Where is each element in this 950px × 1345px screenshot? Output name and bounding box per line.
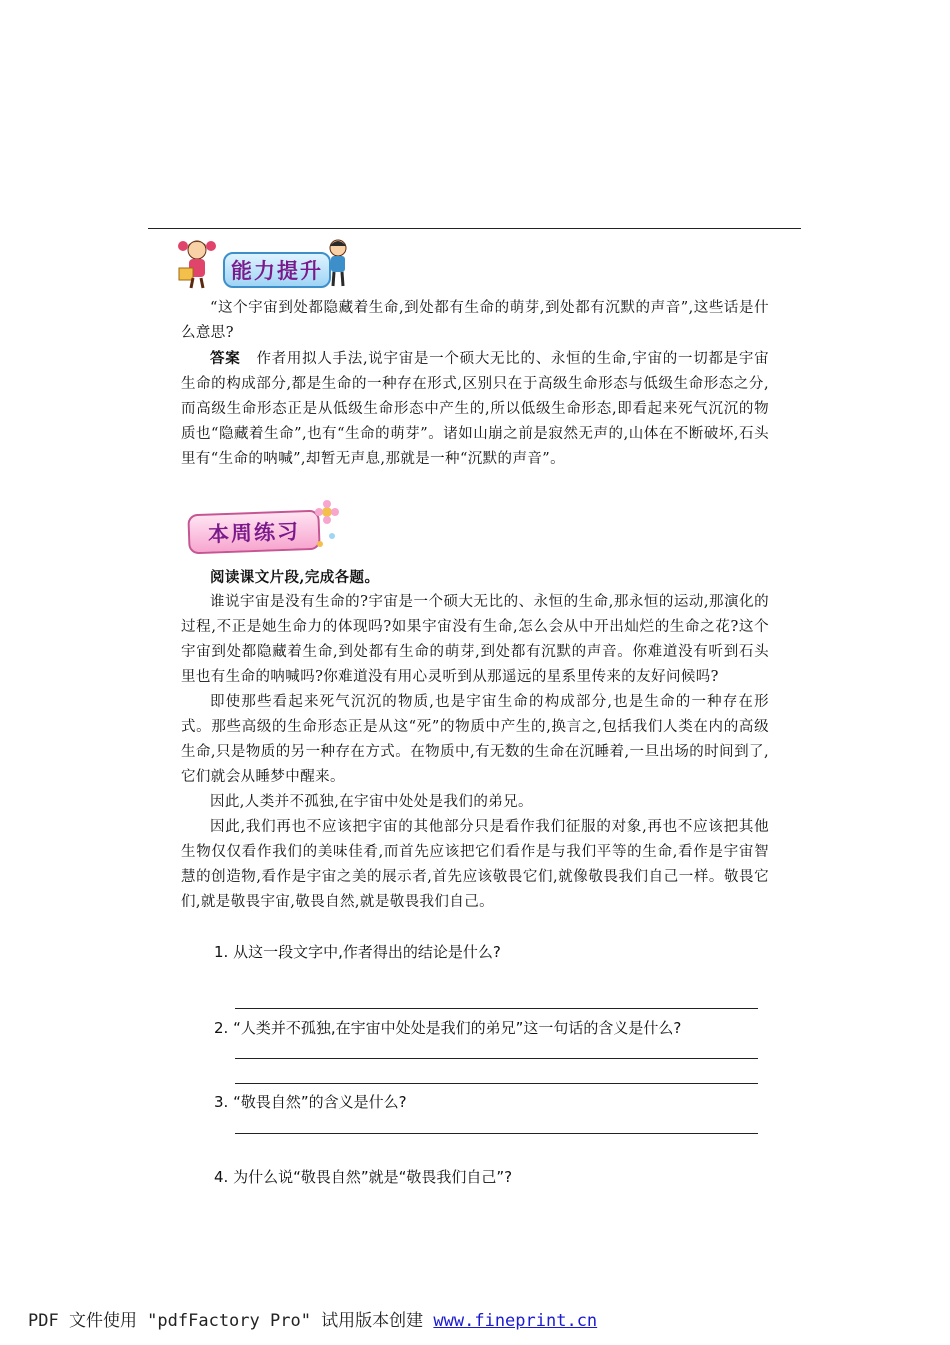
pdf-footer <box>28 1306 597 1331</box>
answer-text: 作者用拟人手法,说宇宙是一个硕大无比的、永恒的生命,宇宙的一切都是宇宙生命的构成部分,都是生命的一种存在形式,区别只在于高级生命形态与低级生命形态之分,而高级生命形态正是从低级生命形态中产生的,所以低级生命形态,即看起来死气沉沉的物质也“隐藏着生命”,也有“生命的萌芽”。诸如山崩之前是寂然无声的,山体在不断破坏,石头里有“生命的呐喊”,却暂无声息,那就是一种“沉默的声音”。 <box>181 351 769 467</box>
header-rule <box>148 228 801 229</box>
ability-answer <box>181 346 769 472</box>
answer-line <box>235 1133 758 1134</box>
flower-decoration-icon <box>312 500 342 552</box>
answer-label: 答案 <box>210 350 241 367</box>
question-1: 1. 从这一段文字中,作者得出的结论是什么? <box>214 943 501 961</box>
question-3: 3. “敬畏自然”的含义是什么? <box>214 1093 407 1111</box>
exercise-paragraph: 因此,我们再也不应该把宇宙的其他部分只是看作我们征服的对象,再也不应该把其他生物仅仅看作我们的美味佳肴,而首先应该把它们看作是与我们平等的生命,看作是宇宙智慧的创造物,看作是宇宙之美的展示者,首先应该敬畏它们,就像敬畏我们自己一样。敬畏它们,就是敬畏宇宙,敬畏自然,就是敬畏我们自己。 <box>181 819 769 910</box>
footer-text: PDF 文件使用 "pdfFactory Pro" 试用版本创建 <box>28 1311 434 1331</box>
question-4: 4. 为什么说“敬畏自然”就是“敬畏我们自己”? <box>214 1168 513 1186</box>
question-2: 2. “人类并不孤独,在宇宙中处处是我们的弟兄”这一句话的含义是什么? <box>214 1019 682 1037</box>
girl-mascot-icon <box>175 238 223 290</box>
answer-line <box>235 1008 758 1009</box>
answer-line <box>235 1083 758 1084</box>
exercise-paragraph: 即使那些看起来死气沉沉的物质,也是宇宙生命的构成部分,也是生命的一种存在形式。那些高级的生命形态正是从这“死”的物质中产生的,换言之,包括我们人类在内的高级生命,只是物质的另一种存在方式。在物质中,有无数的生命在沉睡着,一旦出场的时间到了,它们就会从睡梦中醒来。 <box>181 694 769 785</box>
section-title-ability: 能力提升 <box>223 252 331 288</box>
section-title-weekly: 本周练习 <box>187 510 320 555</box>
ability-banner <box>175 238 350 290</box>
answer-line <box>235 1058 758 1059</box>
boy-mascot-icon <box>325 238 351 290</box>
exercise-paragraph: 谁说宇宙是没有生命的?宇宙是一个硕大无比的、永恒的生命,那永恒的运动,那演化的过程,不正是她生命力的体现吗?如果宇宙没有生命,怎么会从中开出灿烂的生命之花?这个宇宙到处都隐藏着生命,到处都有生命的萌芽,到处都有沉默的声音。你难道没有听到石头里也有生命的呐喊吗?你难道没有用心灵听到从那遥远的星系里传来的友好问候吗? <box>181 594 769 685</box>
ability-question-block <box>181 296 769 346</box>
exercise-instruction: 阅读课文片段,完成各题。 <box>210 569 380 586</box>
exercise-block <box>181 565 769 915</box>
exercise-paragraph: 因此,人类并不孤独,在宇宙中处处是我们的弟兄。 <box>210 794 533 810</box>
footer-link[interactable]: www.fineprint.cn <box>433 1311 598 1331</box>
weekly-banner <box>180 500 340 552</box>
ability-question: “这个宇宙到处都隐藏着生命,到处都有生命的萌芽,到处都有沉默的声音”,这些话是什么意思? <box>181 300 769 341</box>
ability-answer-block <box>181 346 769 472</box>
